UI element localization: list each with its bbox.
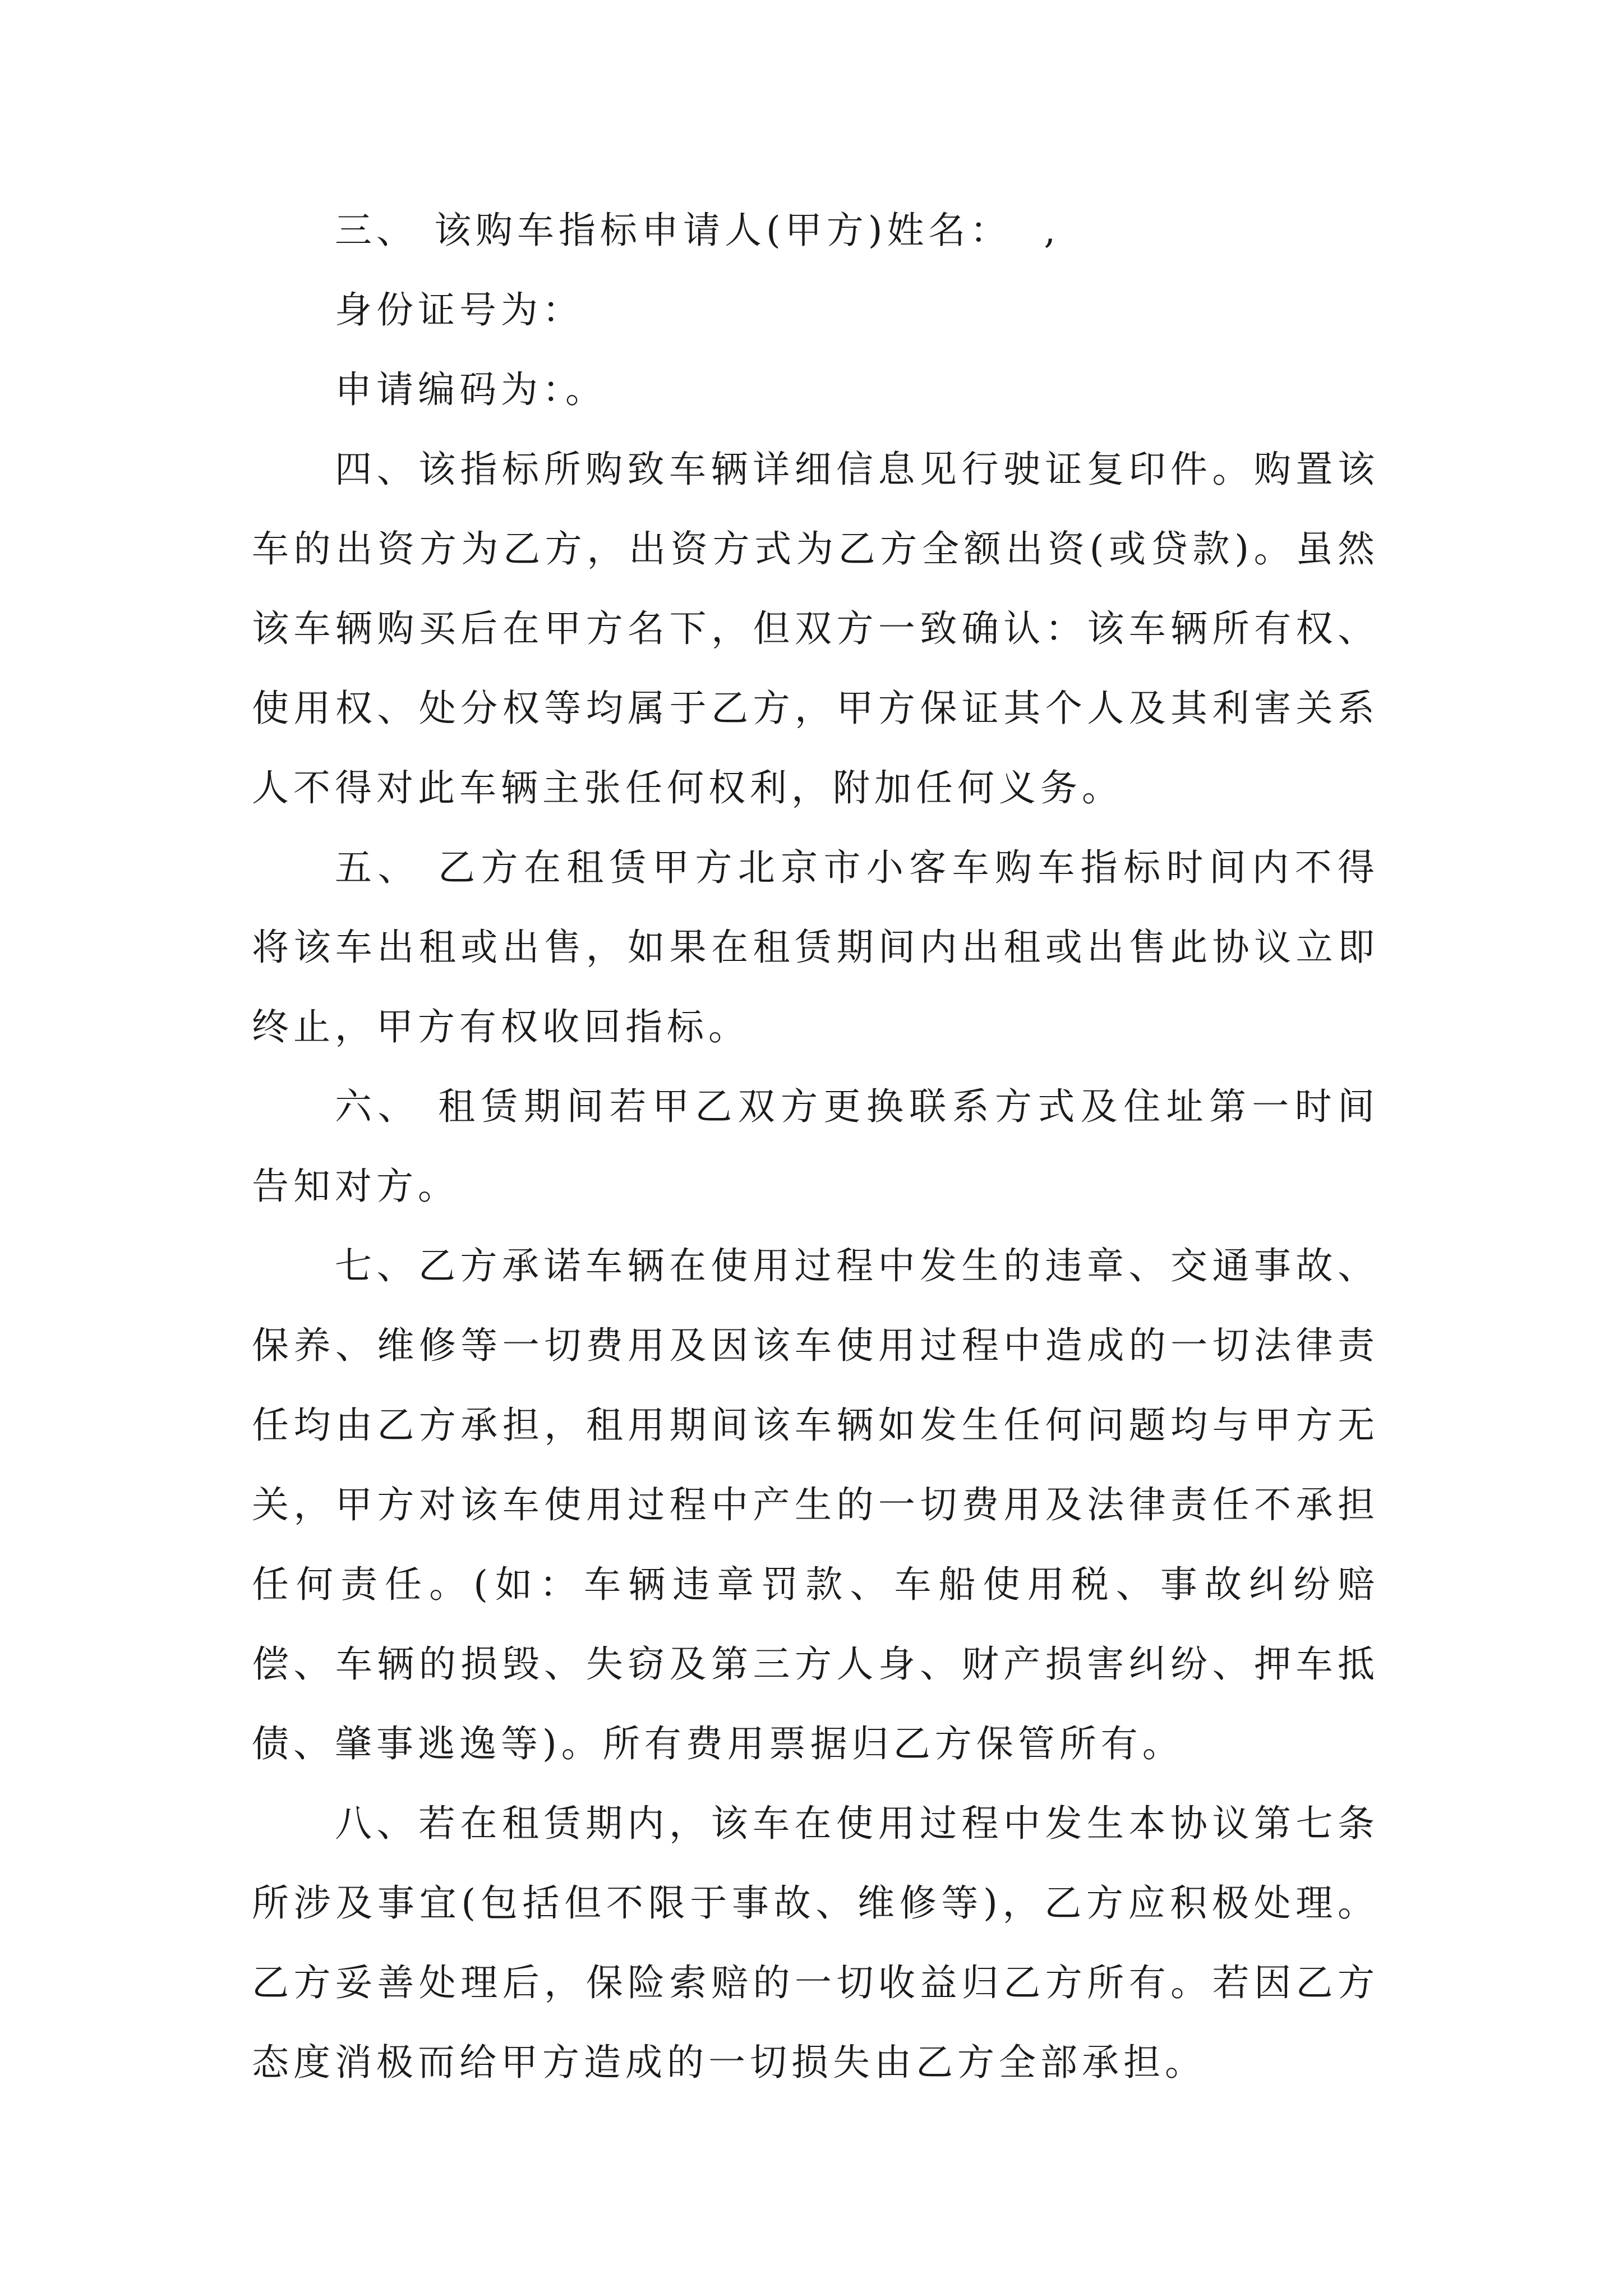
document-body [252, 191, 1379, 2102]
clause-six: 六、 租赁期间若甲乙双方更换联系方式及住址第一时间告知对方。 [252, 1085, 1379, 1208]
application-code-line: 申请编码为：。 [335, 368, 607, 411]
clause-five: 五、 乙方在租赁甲方北京市小客车购车指标时间内不得将该车出租或出售，如果在租赁期间内出租或出售此协议立即终止，甲方有权收回指标。 [252, 846, 1379, 1048]
clause-seven: 七、乙方承诺车辆在使用过程中发生的违章、交通事故、保养、维修等一切费用及因该车使用过程中造成的一切法律责任均由乙方承担，租用期间该车辆如发生任何问题均与甲方无关，甲方对该车使用过程中产生的一切费用及法律责任不承担任何责任。(如：车辆违章罚款、车船使用税、事故纠纷赔偿、车辆的损毁、失窃及第三方人身、财产损害纠纷、押车抵债、肇事逃逸等)。所有费用票据归乙方保管所有。 [252, 1244, 1379, 1765]
clause-three-applicant-name: 三、 该购车指标申请人(甲方)姓名： , [335, 209, 1061, 252]
id-number-line: 身份证号为： [335, 288, 584, 332]
clause-eight: 八、若在租赁期内，该车在使用过程中发生本协议第七条所涉及事宜(包括但不限于事故、维修等)，乙方应积极处理。乙方妥善处理后，保险索赔的一切收益归乙方所有。若因乙方态度消极而给甲方造成的一切损失由乙方全部承担。 [252, 1802, 1379, 2084]
clause-four: 四、该指标所购致车辆详细信息见行驶证复印件。购置该车的出资方为乙方，出资方式为乙方全额出资(或贷款)。虽然该车辆购买后在甲方名下，但双方一致确认：该车辆所有权、使用权、处分权等均属于乙方，甲方保证其个人及其利害关系人不得对此车辆主张任何权利，附加任何义务。 [252, 448, 1379, 809]
